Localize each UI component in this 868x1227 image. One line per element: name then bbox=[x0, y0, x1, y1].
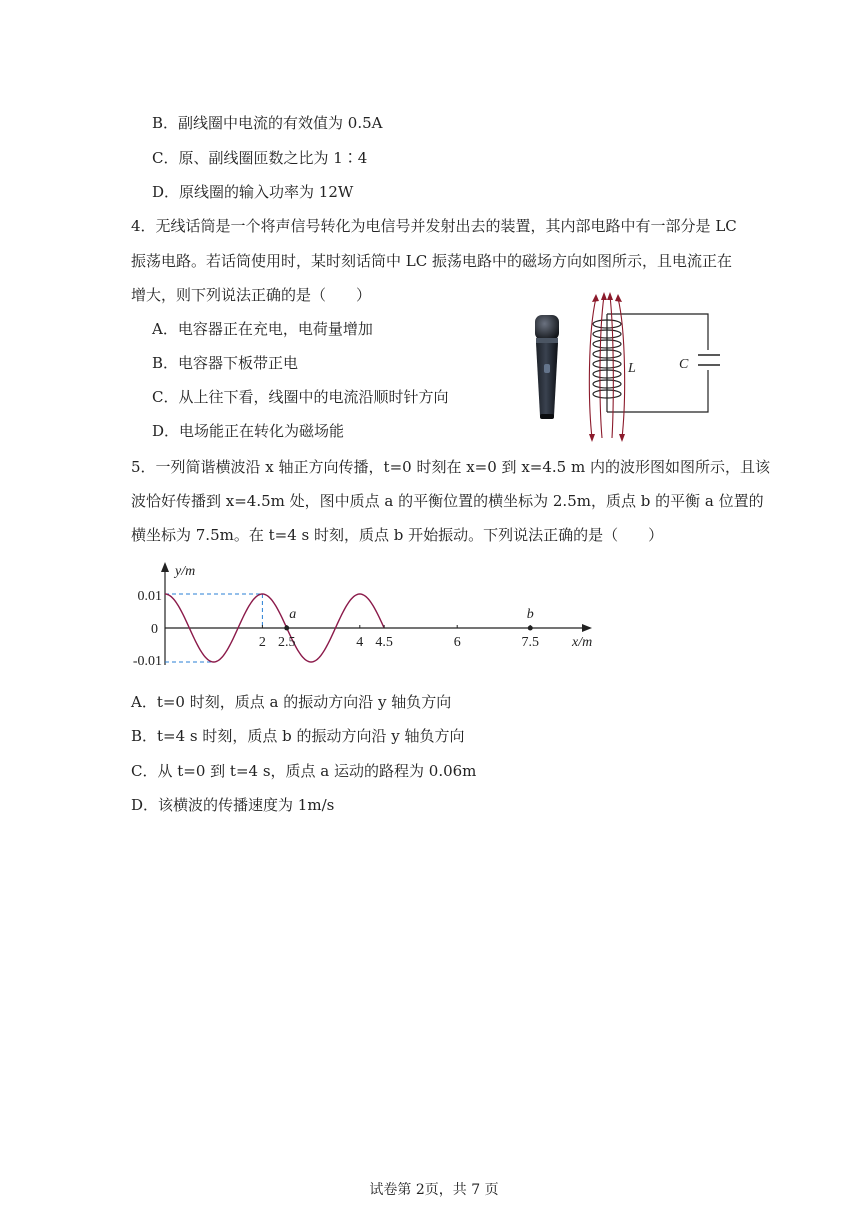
q5-option-c: C．从 t=0 到 t=4 s，质点 a 运动的路程为 0.06m bbox=[131, 762, 477, 780]
q4-stem-line-3: 增大，则下列说法正确的是（ ） bbox=[131, 286, 372, 304]
arrow-up-icon bbox=[592, 292, 622, 302]
x-tick-label: 2 bbox=[258, 635, 266, 650]
x-axis-arrow-icon bbox=[582, 624, 592, 632]
microphone-image bbox=[528, 312, 568, 422]
capacitor-label: C bbox=[679, 357, 689, 372]
x-tick-label: 4 bbox=[356, 635, 364, 650]
q4-option-a: A．电容器正在充电，电荷量增加 bbox=[152, 320, 373, 338]
q3-option-d: D．原线圈的输入功率为 12W bbox=[152, 183, 354, 201]
q5-stem-line-2: 波恰好传播到 x=4.5m 处，图中质点 a 的平衡位置的横坐标为 2.5m，质点 b 的平衡 a 位置的 bbox=[131, 492, 764, 510]
point-label-b: b bbox=[526, 607, 534, 622]
x-axis-label: x/m bbox=[572, 635, 593, 650]
q4-option-d: D．电场能正在转化为磁场能 bbox=[152, 422, 345, 440]
x-tick-label: 7.5 bbox=[521, 635, 539, 650]
point-label-a: a bbox=[289, 607, 297, 622]
q5-option-d: D．该横波的传播速度为 1m/s bbox=[131, 796, 335, 814]
y-tick-label: -0.01 bbox=[132, 654, 162, 669]
page-footer: 试卷第 2页，共 7 页 bbox=[369, 1182, 499, 1198]
lc-circuit-figure bbox=[580, 292, 730, 442]
arrow-down-icon bbox=[589, 434, 625, 442]
point-a bbox=[284, 626, 289, 631]
y-axis-label: y/m bbox=[175, 564, 196, 579]
y-axis-arrow-icon bbox=[161, 562, 169, 572]
x-tick-label: 4.5 bbox=[375, 635, 393, 650]
inductor-label: L bbox=[628, 361, 636, 376]
q4-stem-line-2: 振荡电路。若话筒使用时，某时刻话筒中 LC 振荡电路中的磁场方向如图所示，且电流正在 bbox=[131, 252, 732, 270]
x-tick-label: 2.5 bbox=[278, 635, 296, 650]
q5-stem-line-1: 5．一列简谐横波沿 x 轴正方向传播，t=0 时刻在 x=0 到 x=4.5 m 内的波形图如图所示，且该 bbox=[131, 458, 770, 476]
point-b bbox=[528, 626, 533, 631]
q5-option-a: A．t=0 时刻，质点 a 的振动方向沿 y 轴负方向 bbox=[131, 693, 452, 711]
wave-graph bbox=[120, 555, 610, 675]
circuit-wire-lower bbox=[607, 370, 708, 412]
q5-option-b: B．t=4 s 时刻，质点 b 的振动方向沿 y 轴负方向 bbox=[131, 727, 465, 745]
q4-option-b: B．电容器下板带正电 bbox=[152, 354, 299, 372]
q5-stem-line-3: 横坐标为 7.5m。在 t=4 s 时刻，质点 b 开始振动。下列说法正确的是（ ） bbox=[131, 526, 664, 544]
y-tick-label: 0.01 bbox=[137, 589, 162, 604]
q3-option-c: C．原、副线圈匝数之比为 1∶4 bbox=[152, 149, 368, 167]
q4-option-c: C．从上往下看，线圈中的电流沿顺时针方向 bbox=[152, 388, 449, 406]
q3-option-b: B．副线圈中电流的有效值为 0.5A bbox=[152, 114, 383, 132]
x-tick-label: 6 bbox=[453, 635, 461, 650]
q4-stem-line-1: 4．无线话筒是一个将声信号转化为电信号并发射出去的装置，其内部电路中有一部分是 LC bbox=[131, 217, 737, 235]
y-tick-label: 0 bbox=[151, 622, 158, 637]
